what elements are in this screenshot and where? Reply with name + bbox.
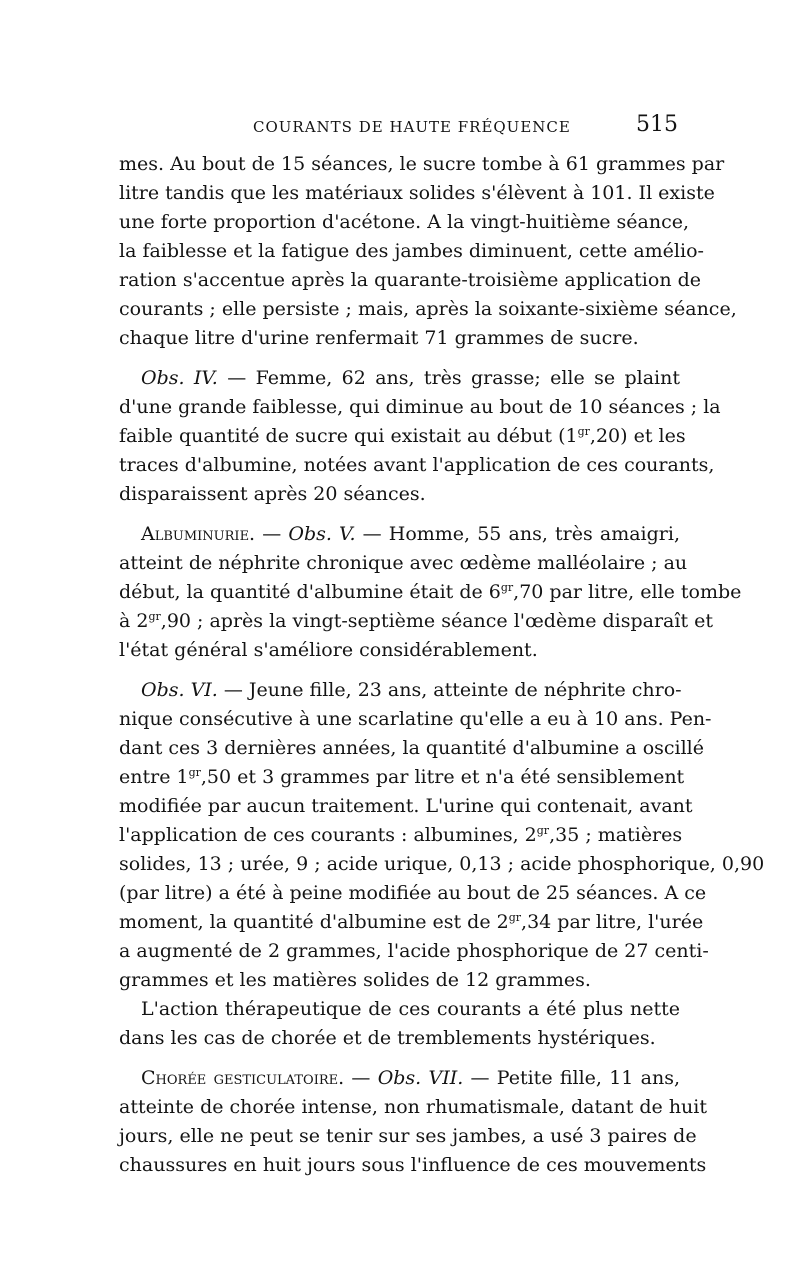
- section-heading: Albuminurie.: [141, 523, 256, 545]
- text-fragment: ,35 ; matières: [549, 824, 683, 846]
- text-line: modifiée par aucun traitement. L'urine qui contenait, avant: [119, 795, 693, 817]
- text-fragment: faible quantité de sucre qui existait au début (1: [119, 425, 578, 447]
- text-fragment: —: [344, 1067, 378, 1089]
- body-text: [119, 150, 765, 1180]
- text-fragment: ,20) et les: [589, 425, 686, 447]
- text-fragment: entre 1: [119, 766, 189, 788]
- text-line: [119, 364, 680, 393]
- text-line: mes. Au bout de 15 séances, le sucre tombe à 61 grammes par: [119, 153, 725, 175]
- unit-superscript: gr: [508, 911, 522, 924]
- text-line: grammes et les matières solides de 12 grammes.: [119, 969, 591, 991]
- text-fragment: ,50 et 3 grammes par litre et n'a été sensiblement: [200, 766, 685, 788]
- text-fragment: ,34 par litre, l'urée: [521, 911, 704, 933]
- paragraph-obs-vii: [119, 1064, 708, 1180]
- text-fragment: — Femme, 62 ans, très grasse; elle se plaint: [227, 367, 680, 389]
- text-line: atteint de néphrite chronique avec œdème malléolaire ; au: [119, 552, 688, 574]
- obs-label: Obs. VI.: [141, 679, 218, 701]
- text-line: solides, 13 ; urée, 9 ; acide urique, 0,13 ; acide phosphorique, 0,90: [119, 853, 765, 875]
- unit-superscript: gr: [148, 610, 161, 623]
- text-fragment: — Homme, 55 ans, très amaigri,: [355, 523, 680, 545]
- text-line: la faiblesse et la fatigue des jambes diminuent, cette amélio-: [119, 240, 704, 262]
- text-fragment: l'application de ces courants : albumines, 2: [119, 824, 537, 846]
- unit-superscript: gr: [577, 425, 590, 438]
- text-line: chaque litre d'urine renfermait 71 grammes de sucre.: [119, 327, 639, 349]
- text-line: chaussures en huit jours sous l'influence de ces mouvements: [119, 1154, 707, 1176]
- unit-superscript: gr: [536, 824, 550, 837]
- text-line: [119, 422, 686, 451]
- text-line: [119, 908, 704, 937]
- obs-label: Obs. IV.: [141, 367, 218, 389]
- text-fragment: — Jeune fille, 23 ans, atteinte de néphrite chro-: [217, 679, 682, 701]
- text-line: [119, 676, 680, 705]
- text-line: litre tandis que les matériaux solides s'élèvent à 101. Il existe: [119, 182, 715, 204]
- text-line: (par litre) a été à peine modifiée au bout de 25 séances. A ce: [119, 882, 707, 904]
- paragraph-obs-v: [119, 520, 742, 665]
- text-line: dans les cas de chorée et de tremblements hystériques.: [119, 1027, 656, 1049]
- text-line: a augmenté de 2 grammes, l'acide phosphorique de 27 centi-: [119, 940, 709, 962]
- text-fragment: début, la quantité d'albumine était de 6: [119, 581, 501, 603]
- text-line: ration s'accentue après la quarante-troisième application de: [119, 269, 701, 291]
- running-header: [118, 112, 680, 144]
- text-line: L'action thérapeutique de ces courants a été plus nette: [141, 998, 680, 1020]
- text-line: nique consécutive à une scarlatine qu'elle a eu à 10 ans. Pen-: [119, 708, 712, 730]
- unit-superscript: gr: [500, 581, 514, 594]
- text-line: une forte proportion d'acétone. A la vingt-huitième séance,: [119, 211, 690, 233]
- text-line: [119, 578, 742, 607]
- text-line: disparaissent après 20 séances.: [119, 483, 426, 505]
- obs-label: Obs. V.: [288, 523, 356, 545]
- text-line: l'état général s'améliore considérablement.: [119, 639, 538, 661]
- unit-superscript: gr: [188, 766, 201, 779]
- paragraph-therapeutic-action: [119, 995, 680, 1053]
- text-fragment: ,70 par litre, elle tombe: [513, 581, 742, 603]
- text-line: atteinte de chorée intense, non rhumatismale, datant de huit: [119, 1096, 708, 1118]
- text-line: d'une grande faiblesse, qui diminue au bout de 10 séances ; la: [119, 396, 721, 418]
- paragraph-continuation: [119, 150, 737, 353]
- paragraph-obs-vi: [119, 676, 765, 995]
- text-line: jours, elle ne peut se tenir sur ses jambes, a usé 3 paires de: [119, 1125, 697, 1147]
- text-fragment: ,90 ; après la vingt-septième séance l'œdème disparaît et: [160, 610, 714, 632]
- text-fragment: à 2: [119, 610, 149, 632]
- text-line: [119, 1064, 680, 1093]
- running-title: COURANTS DE HAUTE FRÉQUENCE: [253, 118, 571, 136]
- text-fragment: moment, la quantité d'albumine est de 2: [119, 911, 509, 933]
- text-line: [119, 520, 680, 549]
- section-heading: Chorée gesticulatoire.: [141, 1067, 345, 1089]
- text-fragment: —: [255, 523, 289, 545]
- text-line: [119, 763, 685, 792]
- text-line: [119, 821, 683, 850]
- text-line: dant ces 3 dernières années, la quantité d'albumine a oscillé: [119, 737, 705, 759]
- obs-label: Obs. VII.: [377, 1067, 464, 1089]
- paragraph-obs-iv: [119, 364, 721, 509]
- text-line: [119, 607, 714, 636]
- page-number: 515: [636, 112, 678, 137]
- text-fragment: — Petite fille, 11 ans,: [463, 1067, 680, 1089]
- text-line: courants ; elle persiste ; mais, après la soixante-sixième séance,: [119, 298, 737, 320]
- text-line: traces d'albumine, notées avant l'application de ces courants,: [119, 454, 715, 476]
